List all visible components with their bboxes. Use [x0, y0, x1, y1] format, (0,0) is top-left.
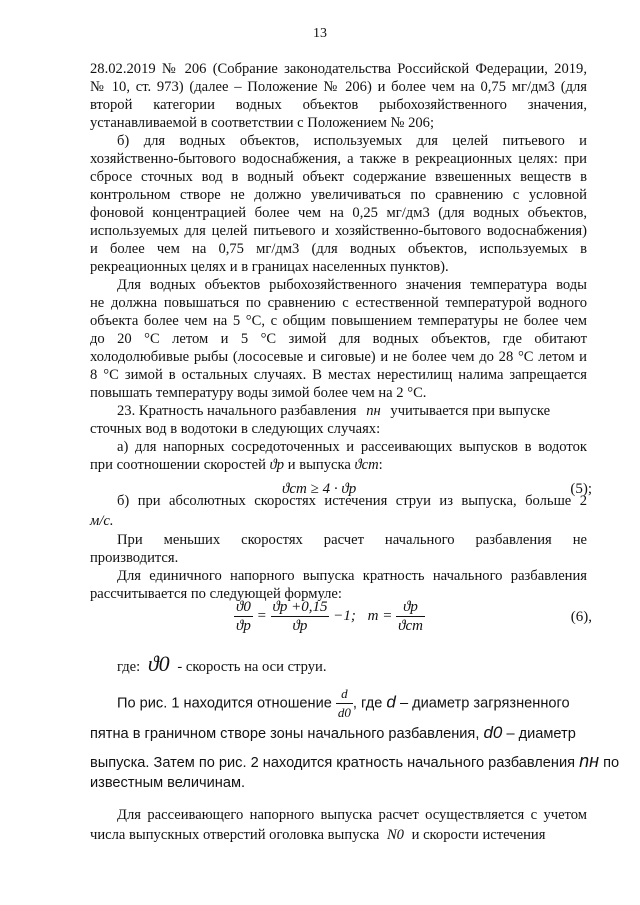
formula-6 [234, 598, 425, 635]
para2-line4: контрольном створе не должно увеличиваться по сравнению с условной [90, 187, 587, 203]
para4-line3: а) для напорных сосредоточенных и рассеивающих выпусков в водоток [117, 439, 587, 455]
formula-6-fraction-1 [234, 598, 253, 635]
formula-6-f2-denominator: ϑр [292, 618, 308, 634]
formula-6-f1-numerator: ϑ0 [236, 599, 251, 615]
symbol-N0: N0 [386, 827, 404, 843]
para5-line2: м/с. [90, 513, 114, 529]
formula-6-equals: = [256, 607, 267, 624]
para4-line2: сточных вод в водотоки в следующих случаях: [90, 421, 381, 437]
para4-line1-end: учитывается при выпуске [390, 403, 551, 419]
formula-6-fraction-2 [271, 598, 330, 635]
para4-line1-start: 23. Кратность начального разбавления [117, 403, 357, 419]
para3-line7: повышать температуру воды зимой более чем на 2 °С. [90, 385, 427, 401]
para7-line2 [90, 826, 587, 844]
symbol-d: d [386, 692, 396, 712]
para2-line3: сбросе сточных вод в водный объект содержание взвешенных веществ в [90, 169, 587, 185]
ratio-d-d0 [336, 685, 353, 722]
formula-5: ϑст ≥ 4 · ϑр [282, 481, 357, 497]
formula-6-f2-numerator: ϑр +0,15 [272, 599, 328, 615]
where-line [117, 651, 614, 679]
para6-line3-end: по [603, 755, 620, 771]
para1-line4: устанавливаемой в соответствии с Положением № 206; [90, 115, 435, 131]
formula-6-m: m = [367, 607, 393, 624]
para6-line2-start: пятна в граничном створе зоны начального разбавления, [90, 726, 480, 742]
para4-line4-start: при соотношении скоростей [90, 457, 266, 473]
para5-line5: Для единичного напорного выпуска кратность начального разбавления [117, 568, 587, 584]
symbol-theta-0: ϑ0 [147, 651, 170, 676]
para3-line6: 8 °С зимой в остальных случаях. В местах нерестилищ налима запрещается [90, 367, 587, 383]
para3-line3: объекта более чем на 5 °С, с общим повышением температуры не более чем [90, 313, 587, 329]
para2-line5: фоновой концентрацией более чем на 0,25 мг/дм3 (для водных объектов, [90, 205, 587, 221]
para6-line2-end: – диаметр [506, 726, 576, 742]
formula-6-fraction-3 [396, 598, 425, 635]
symbol-n-n: nн [366, 403, 381, 419]
para6-line2 [90, 724, 587, 743]
formula-6-f1-denominator: ϑр [236, 618, 251, 634]
para5-line6: рассчитывается по следующей формуле: [90, 586, 342, 602]
where-label: где: [117, 659, 141, 675]
where-text: - скорость на оси струи. [177, 659, 327, 675]
para6-line1-start: По рис. 1 находится отношение [117, 695, 332, 712]
para6-line3 [90, 751, 620, 772]
para3-line1: Для водных объектов рыбохозяйственного значения температура воды [117, 277, 587, 293]
para2-line8: рекреационных целях и в границах населенных пунктов). [90, 259, 449, 275]
symbol-d0: d0 [483, 723, 503, 742]
para7-line2-end: и скорости истечения [411, 827, 546, 843]
symbol-n-n-2: nн [579, 751, 600, 771]
para3-line5: холодолюбивые рыбы (лососевые и сиговые) и не более чем до 28 °С летом и [90, 349, 587, 365]
para3-line4: до 20 °С летом и 5 °С зимой для водных объектов, где обитают [90, 331, 587, 347]
formula-6-f3-denominator: ϑст [398, 618, 423, 634]
para4-line4-mid: и выпуска [287, 457, 351, 473]
para6-line3-start: выпуска. Затем по рис. 2 находится кратность начального разбавления [90, 755, 576, 771]
symbol-theta-r: ϑр [269, 457, 285, 473]
formula-6-tail: −1; [333, 607, 356, 624]
ratio-numerator: d [336, 685, 353, 704]
para2-line2: хозяйственно-бытового водоснабжения, а также в рекреационных целях: при [90, 151, 587, 167]
para3-line2: не должна повышаться по сравнению с естественной температурой водного [90, 295, 587, 311]
para2-line1: б) для водных объектов, используемых для целей питьевого и [117, 133, 587, 149]
para4-line1 [117, 402, 587, 420]
para5-line4: производится. [90, 550, 179, 566]
para5-line3: При меньших скоростях расчет начального разбавления не [117, 532, 587, 548]
para1-line3: второй категории водных объектов рыбохозяйственного значения, [90, 97, 587, 113]
ratio-denominator: d0 [337, 705, 351, 720]
para5-line1: б) при абсолютных скоростях истечения струи из выпуска, больше 2 [117, 493, 587, 509]
page-number: 13 [313, 26, 327, 41]
symbol-theta-st: ϑст [354, 457, 379, 473]
para2-line6: используемых для целей питьевого и хозяйственно-бытового водоснабжения) [90, 223, 587, 239]
para6-line1-mid: , где [352, 695, 383, 712]
formula-6-f3-numerator: ϑр [396, 598, 425, 617]
para6-line1 [117, 685, 587, 722]
para6-line1-end: – диаметр загрязненного [399, 695, 570, 712]
para4-line4-end: : [378, 457, 383, 473]
para7-line1: Для рассеивающего напорного выпуска расчет осуществляется с учетом [117, 807, 587, 823]
para1-line1: 28.02.2019 № 206 (Собрание законодательства Российской Федерации, 2019, [90, 61, 587, 77]
para1-line2: № 10, ст. 973) (далее – Положение № 206) и более чем на 0,75 мг/дм3 (для [90, 79, 587, 95]
formula-6-number: (6), [570, 609, 592, 625]
para6-line4: известным величинам. [90, 775, 246, 791]
para4-line4 [90, 456, 587, 474]
para7-line2-start: числа выпускных отверстий оголовка выпуска [90, 827, 380, 843]
para2-line7: и более чем на 0,75 мг/дм3 (для водных объектов, используемых в [90, 241, 587, 257]
formula-5-number: (5); [570, 481, 592, 497]
